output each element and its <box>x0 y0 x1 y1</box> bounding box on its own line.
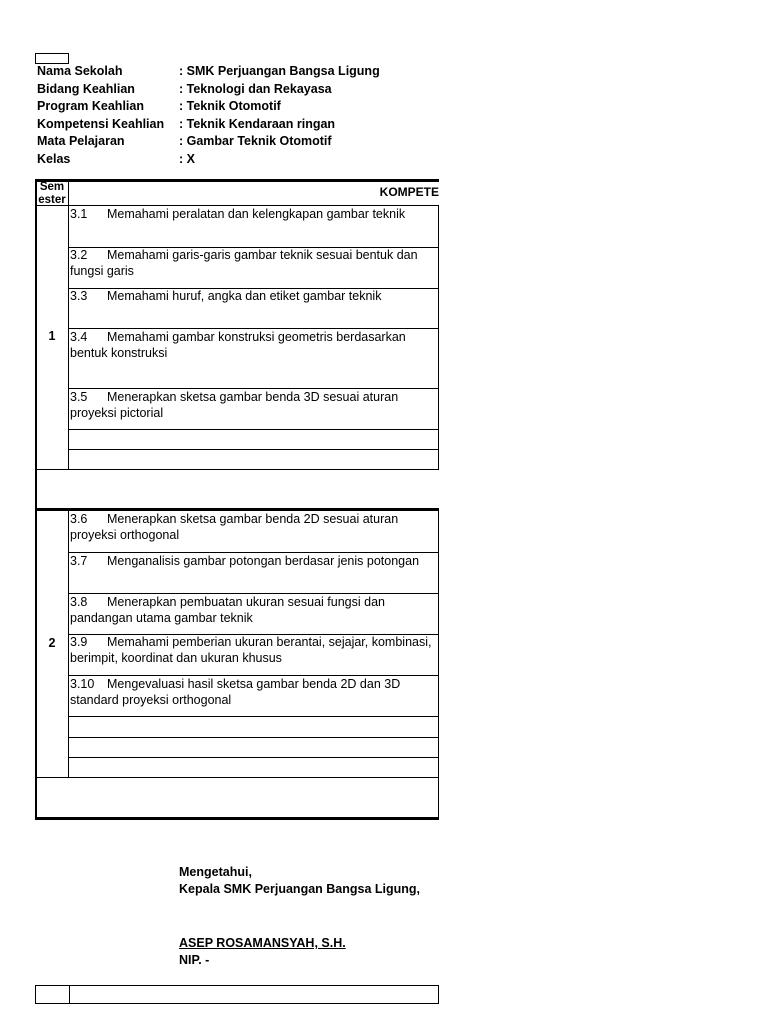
info-value: : Teknik Kendaraan ringan <box>179 116 336 131</box>
info-label: Bidang Keahlian <box>37 81 135 96</box>
info-value: : X <box>179 151 195 166</box>
kd-text: Memahami peralatan dan kelengkapan gambar teknik <box>107 207 406 221</box>
table-bottom-border <box>35 817 439 820</box>
info-row-program-keahlian <box>37 98 437 116</box>
signature-line-1: Mengetahui, <box>179 865 252 879</box>
semester-number: 1 <box>48 329 56 343</box>
kd-item <box>70 390 438 421</box>
kd-number: 3.7 <box>70 554 88 568</box>
row-border <box>69 328 439 329</box>
kompetensi-table <box>35 179 439 819</box>
info-value: : SMK Perjuangan Bangsa Ligung <box>179 64 380 78</box>
info-value: : Teknologi dan Rekayasa <box>179 81 332 96</box>
header-semester <box>35 181 69 207</box>
kd-item <box>70 207 438 223</box>
kd-text: Memahami garis-garis gambar teknik sesuai bentuk dan fungsi garis <box>70 248 418 278</box>
table-top-border <box>35 179 439 182</box>
row-border <box>69 757 439 758</box>
kd-text: Memahami pemberian ukuran berantai, sejajar, kombinasi, berimpit, koordinat dan ukuran khusus <box>70 635 432 665</box>
kd-number: 3.2 <box>70 248 88 262</box>
kd-item <box>70 512 438 543</box>
info-row-nama-sekolah <box>37 63 437 81</box>
kd-number: 3.6 <box>70 512 88 526</box>
row-border <box>69 737 439 738</box>
row-border <box>69 675 439 676</box>
bottom-row-divider <box>69 986 70 1003</box>
header-bottom-border <box>35 205 439 206</box>
semester-number: 2 <box>48 636 56 650</box>
signature-line-2: Kepala SMK Perjuangan Bangsa Ligung, <box>179 882 421 896</box>
header-semester-line-2: ester <box>38 194 66 206</box>
kd-item <box>70 595 438 626</box>
row-border <box>69 388 439 389</box>
header-semester-line-1: Sem <box>39 181 65 193</box>
row-border <box>69 552 439 553</box>
kd-text: Mengevaluasi hasil sketsa gambar benda 2D dan 3D standard proyeksi orthogonal <box>70 677 401 707</box>
table-right-border <box>438 205 439 470</box>
table-left-border <box>35 179 37 819</box>
kd-number: 3.3 <box>70 289 88 303</box>
school-info <box>37 63 437 169</box>
info-label: Program Keahlian <box>37 99 144 114</box>
signature-name: ASEP ROSAMANSYAH, S.H. <box>179 936 346 950</box>
row-border <box>69 716 439 717</box>
table-right-border <box>438 777 439 817</box>
semester-2-bottom-border <box>35 777 439 778</box>
info-row-kelas <box>37 151 437 169</box>
kd-item <box>70 248 438 279</box>
kd-number: 3.5 <box>70 390 88 404</box>
info-label: Kelas <box>37 151 71 166</box>
semester-2-top-border <box>35 508 439 511</box>
info-label: Nama Sekolah <box>37 64 123 78</box>
row-border <box>69 429 439 430</box>
kd-item <box>70 677 438 708</box>
row-border <box>69 593 439 594</box>
kd-number: 3.1 <box>70 207 88 221</box>
kd-text: Menerapkan sketsa gambar benda 3D sesuai aturan proyeksi pictorial <box>70 390 399 420</box>
kd-item <box>70 635 438 666</box>
info-label: Kompetensi Keahlian <box>37 116 165 131</box>
semester-column-divider <box>68 179 69 470</box>
kd-text: Menerapkan sketsa gambar benda 2D sesuai aturan proyeksi orthogonal <box>70 512 399 542</box>
info-row-bidang-keahlian <box>37 81 437 99</box>
info-row-mata-pelajaran <box>37 133 437 151</box>
table-right-border <box>438 509 439 817</box>
bottom-empty-row <box>35 985 439 1004</box>
semester-1-bottom-border <box>35 469 439 470</box>
kd-text: Memahami gambar konstruksi geometris berdasarkan bentuk konstruksi <box>70 330 406 360</box>
kd-number: 3.8 <box>70 595 88 609</box>
kd-number: 3.9 <box>70 635 88 649</box>
kd-text: Menerapkan pembuatan ukuran sesuai fungsi dan pandangan utama gambar teknik <box>70 595 385 625</box>
signature-nip: NIP. - <box>179 953 210 967</box>
kd-number: 3.10 <box>70 677 95 691</box>
kd-item <box>70 554 438 570</box>
kd-item <box>70 289 438 305</box>
kd-item <box>70 330 438 361</box>
info-row-kompetensi-keahlian <box>37 116 437 134</box>
info-value: : Gambar Teknik Otomotif <box>179 134 332 149</box>
info-value: : Teknik Otomotif <box>179 99 281 114</box>
header-kompetensi: KOMPETE <box>379 185 439 199</box>
kd-text: Menganalisis gambar potongan berdasar jenis potongan <box>107 554 420 568</box>
kd-text: Memahami huruf, angka dan etiket gambar teknik <box>107 289 382 303</box>
info-label: Mata Pelajaran <box>37 134 125 149</box>
kd-number: 3.4 <box>70 330 88 344</box>
row-border <box>69 449 439 450</box>
